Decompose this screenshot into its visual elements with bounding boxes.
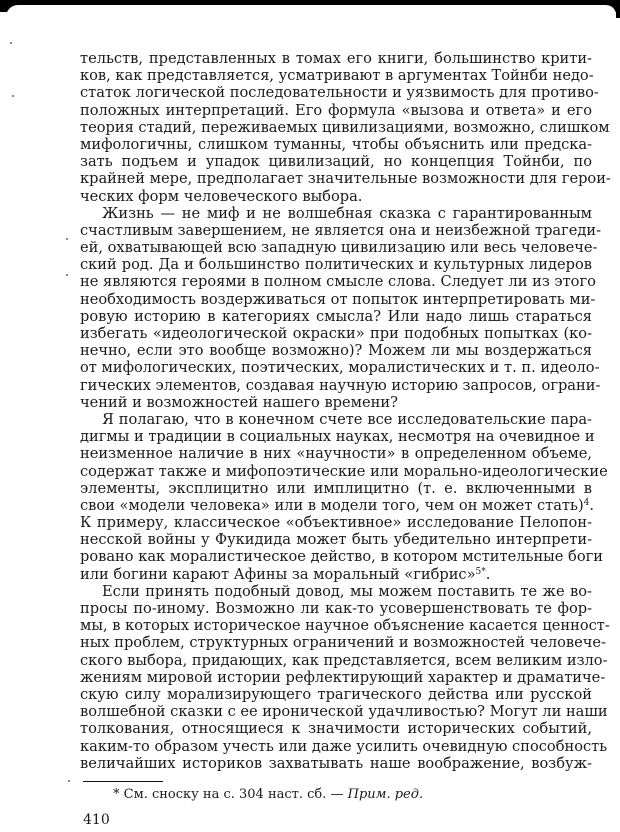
page-edge [6,5,616,19]
text-line [80,583,592,600]
line-text: положных интерпретаций. Его формула «вызова и ответа» и его [80,101,592,119]
scan-speck [66,274,68,276]
text-line [80,566,592,583]
page-number: 410 [83,812,110,828]
line-text: нечно, если это вообще возможно)? Можем ли мы воздержаться [80,342,592,360]
scan-speck [12,95,14,97]
line-text: чений и возможностей нашего времени? [80,393,398,411]
text-line [80,411,592,428]
text-line [80,720,592,737]
text-line [80,239,598,257]
line-text: величайших историков захватывать наше воображение, возбуж- [80,754,592,772]
line-text: избегать «идеологической окраски» при подобных попытках (ко- [80,325,592,342]
text-line [80,686,592,703]
text-line [80,462,608,480]
paragraph [80,204,602,411]
footnote-text: См. сноску на с. 304 наст. сб. — [123,787,344,802]
footnote [113,787,423,803]
text-line [80,325,592,342]
text-line [80,256,592,273]
text-line [80,428,595,446]
line-text: содержат также и мифопоэтические или морально-идеологические [80,462,608,480]
line-text: каким-то образом учесть или даже усилить очевидную способность [80,737,608,755]
footnote-reference: 5* [475,566,486,577]
punctuation: . [485,565,491,583]
line-text: гических элементов, создавая научную историю запросов, ограни- [80,376,601,394]
footnote-marker: * [113,787,120,802]
text-line [80,703,608,721]
line-text: ровую историю в категориях смысла? Или надо лишь стараться [80,307,592,325]
text-line [80,84,599,102]
text-line [80,496,595,514]
text-line [80,188,592,205]
line-text: Я полагаю, что в конечном счете все исследовательские пара- [102,410,592,428]
text-line [80,634,606,652]
text-line [80,548,604,566]
paragraph [80,582,610,772]
text-line [80,221,602,239]
text-line [80,273,596,291]
text-line [80,445,592,462]
line-text: от мифологических, поэтических, моралистических и т. п. идеоло- [80,359,600,377]
line-text: мифологичны, слишком туманны, чтобы объяснить или предска- [80,135,592,153]
text-line [80,102,592,119]
text-line [80,342,592,359]
line-text: ей, охватывающей всю западную цивилизацию или весь человече- [80,239,598,257]
text-line [80,480,592,497]
line-text: дигмы и традиции в социальных науках, несмотря на очевидное и [80,428,595,446]
text-line [80,50,592,67]
punctuation: . [589,496,595,514]
line-text: Если принять подобный довод, мы можем поставить те же во- [102,582,592,600]
text-line [80,136,592,153]
line-text: ский род. Да и большинство политических и культурных лидеров [80,256,592,274]
scan-speck [10,42,12,44]
line-text: жениям мировой истории рефлектирующий характер и драматиче- [80,668,606,686]
scan-edge-right [616,6,620,18]
line-text: Жизнь — не миф и не волшебная сказка с гарантированным [102,204,592,222]
text-line [80,67,592,84]
line-text: просы по-иному. Возможно ли как-то усовершенствовать те фор- [80,600,592,617]
line-text: толкования, относящиеся к значимости исторических событий, [80,720,592,738]
line-text: статок логической последовательности и уязвимость для противо- [80,84,599,102]
text-line [80,376,601,394]
line-text: свои «модели человека» или в модели того, чем он может стать) [80,496,584,514]
line-text: ческих форм человеческого выбора. [80,187,363,205]
line-text: несской войны у Фукидида может быть убедительно интерпрети- [80,531,592,549]
paragraph [80,410,608,583]
line-text: мы, в которых историческое научное объяснение касается ценност- [80,617,610,635]
text-line [80,170,611,188]
line-text: тельств, представленных в томах его книги, большинство крити- [80,50,592,67]
text-line [80,290,596,308]
text-line [80,205,592,222]
line-text: зать подъем и упадок цивилизаций, но концепция Тойнби, по [80,153,592,171]
line-text: счастливым завершением, не является она и неизбежной трагеди- [80,221,602,239]
line-text: ных проблем, структурных ограничений и возможностей человече- [80,634,606,652]
line-text: волшебной сказки с ее иронической удачливостью? Могут ли наши [80,703,608,721]
text-line [80,737,608,755]
line-text: элементы, эксплицитно или имплицитно (т. е. включенными в [80,479,592,497]
text-line [80,118,610,136]
line-text: ровано как моралистическое действо, в котором мстительные боги [80,548,604,566]
line-text: не являются героями в полном смысле слова. Следует ли из этого [80,273,596,291]
page-body [80,50,611,772]
line-text: ского выбора, придающих, как представляется, всем великим изло- [80,651,608,669]
footnote-rule [83,781,163,782]
text-line [80,308,592,325]
line-text: К примеру, классическое «объективное» исследование Пелопон- [80,514,592,532]
line-text: теория стадий, переживаемых цивилизациями, возможно, слишком [80,118,610,136]
text-line [80,755,592,772]
footnote-editor-note: Прим. ред. [347,787,424,802]
line-text: ков, как представляется, усматривают в аргументах Тойнби недо- [80,67,594,85]
text-line [80,359,600,377]
line-text: необходимость воздерживаться от попыток интерпретировать ми- [80,290,596,308]
text-line [80,617,610,635]
line-text: скую силу морализирующего трагического действа или русской [80,685,592,703]
text-line [80,668,606,686]
scan-speck [66,238,68,240]
line-text: или богини карают Афины за моральный «гибрис» [80,565,476,583]
text-line [80,153,592,170]
text-line [80,514,592,531]
text-line [80,531,592,548]
text-line [80,651,608,669]
scan-speck [68,780,70,782]
line-text: крайней мере, предполагает значительные возможности для герои- [80,170,611,188]
text-line [80,600,592,617]
line-text: неизменное наличие в них «научности» в определенном объеме, [80,445,592,463]
footnote-reference: 4 [583,497,590,508]
text-line [80,394,592,411]
paragraph [80,50,611,205]
